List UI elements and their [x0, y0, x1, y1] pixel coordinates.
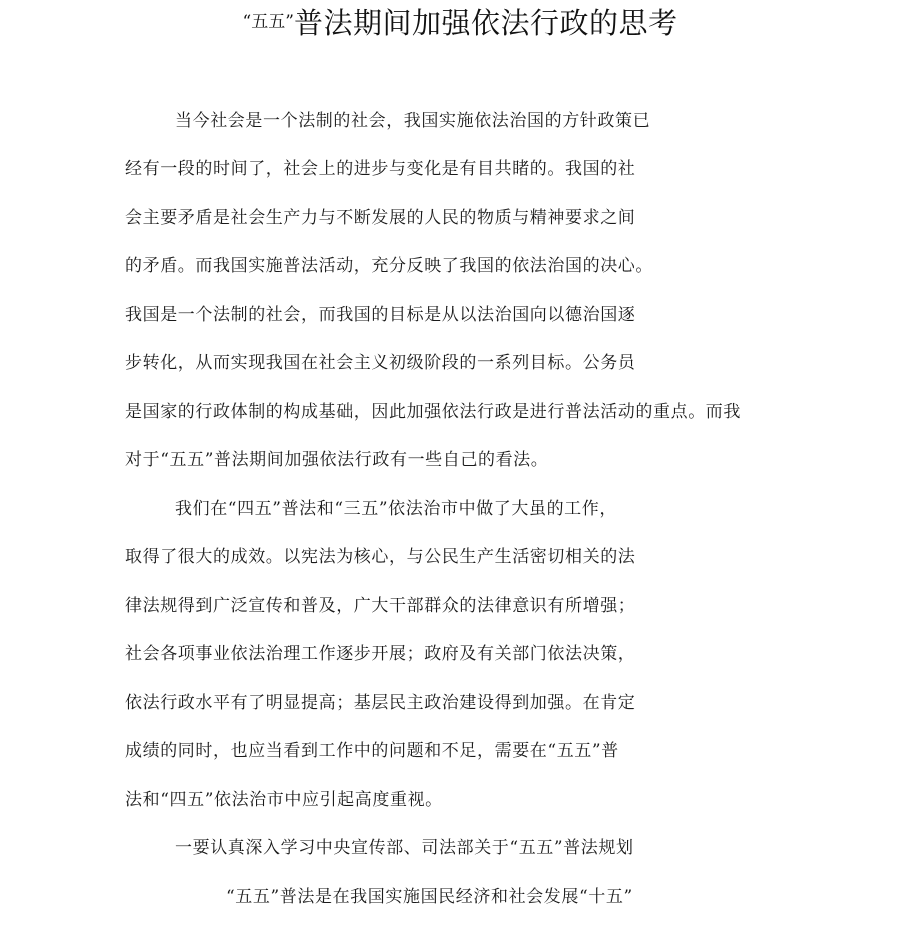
paragraph-line: 一要认真深入学习中央宣传部、司法部关于“五五”普法规划 [175, 838, 634, 858]
paragraph-line: 法和“四五”依法治市中应引起高度重视。 [125, 790, 443, 810]
paragraph-line: 会主要矛盾是社会生产力与不断发展的人民的物质与精神要求之间 [125, 208, 636, 228]
title-main: 普法期间加强依法行政的思考 [293, 6, 678, 40]
document-title [0, 2, 920, 43]
paragraph-line: 我们在“四五”普法和“三五”依法治市中做了大虽的工作， [175, 499, 617, 519]
paragraph-line: 步转化，从而实现我国在社会主义初级阶段的一系列目标。公务员 [125, 353, 636, 373]
paragraph-line: 的矛盾。而我国实施普法活动，充分反映了我国的依法治国的决心。 [125, 256, 653, 276]
title-prefix: “五五” [242, 12, 294, 32]
paragraph-line: 对于“五五”普法期间加强依法行政有一些自己的看法。 [125, 450, 549, 470]
paragraph-line: 经有一段的时间了，社会上的进步与变化是有目共睹的。我国的社 [125, 159, 636, 179]
paragraph-line: “五五”普法是在我国实施国民经济和社会发展“十五” [226, 887, 633, 907]
paragraph-line: 成绩的同时，也应当看到工作中的问题和不足，需要在“五五”普 [125, 741, 619, 761]
paragraph-line: 当今社会是一个法制的社会，我国实施依法治国的方针政策已 [175, 111, 651, 131]
paragraph-line: 律法规得到广泛宣传和普及，广大干部群众的法律意识有所增强； [125, 596, 636, 616]
paragraph-line: 依法行政水平有了明显提高；基层民主政治建设得到加强。在肯定 [125, 693, 636, 713]
paragraph-line: 我国是一个法制的社会，而我国的目标是从以法治国向以德治国逐 [125, 305, 636, 325]
paragraph-line: 取得了很大的成效。以宪法为核心，与公民生产生活密切相关的法 [125, 547, 636, 567]
paragraph-line: 社会各项事业依法治理工作逐步开展；政府及有关部门依法决策， [125, 644, 636, 664]
paragraph-line: 是国家的行政体制的构成基础，因此加强依法行政是进行普法活动的重点。而我 [125, 402, 741, 422]
